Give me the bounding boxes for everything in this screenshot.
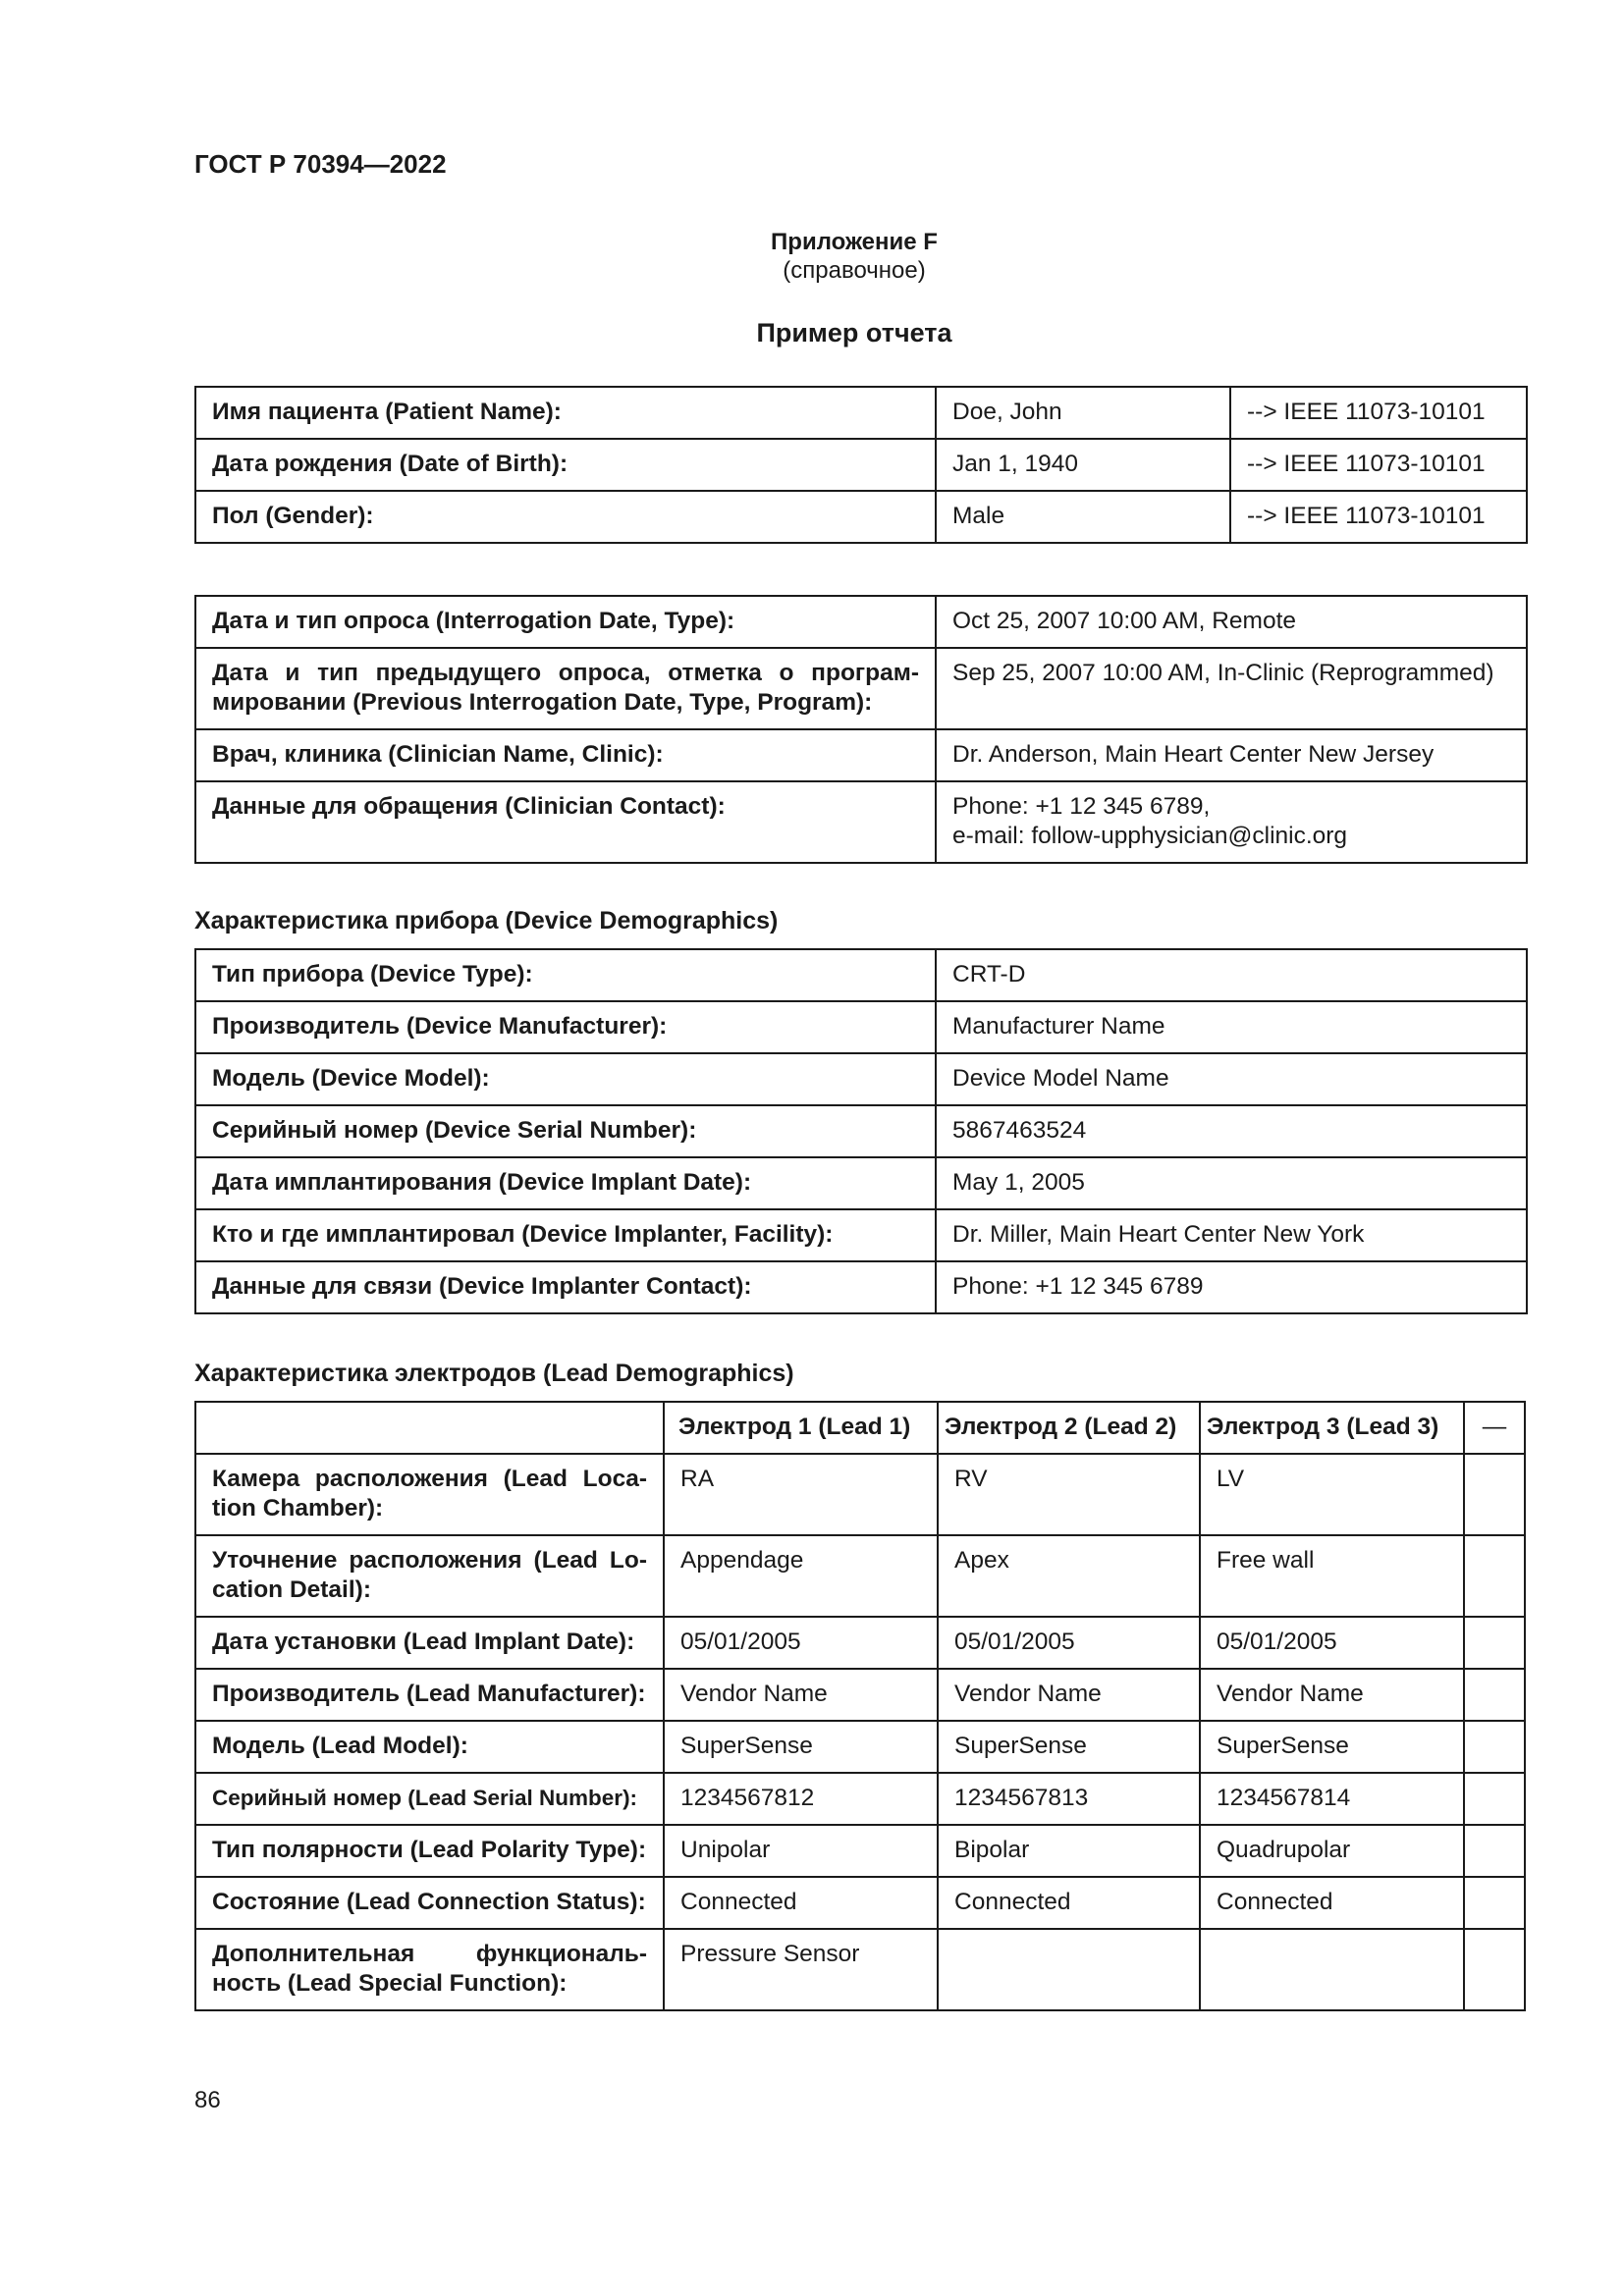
table-row (195, 1053, 1527, 1105)
lead-serial-3: 1234567814 (1200, 1773, 1464, 1825)
lead-implant-date-label: Дата установки (Lead Implant Date): (195, 1617, 664, 1669)
lead-connection-4 (1464, 1877, 1525, 1929)
patient-name-label: Имя пациента (Patient Name): (195, 387, 936, 439)
clinician-label: Врач, клиника (Clinician Name, Clinic): (195, 729, 936, 781)
device-model-value: Device Model Name (936, 1053, 1527, 1105)
table-header-row (195, 1402, 1525, 1454)
lead-connection-2: Connected (938, 1877, 1200, 1929)
device-section-title: Характеристика прибора (Device Demographics) (194, 907, 779, 934)
lead-location-4 (1464, 1535, 1525, 1617)
clinician-value: Dr. Anderson, Main Heart Center New Jersey (936, 729, 1527, 781)
device-manufacturer-label: Производитель (Device Manufacturer): (195, 1001, 936, 1053)
lead-serial-4 (1464, 1773, 1525, 1825)
lead-special-function-4 (1464, 1929, 1525, 2010)
table-row (195, 491, 1527, 543)
table-row (195, 1001, 1527, 1053)
lead-header-1: Электрод 1 (Lead 1) (664, 1402, 938, 1454)
dob-label: Дата рождения (Date of Birth): (195, 439, 936, 491)
lead-chamber-1: RA (664, 1454, 938, 1535)
lead-section-title: Характеристика электродов (Lead Demographics) (194, 1360, 794, 1387)
clinician-contact-label: Данные для обращения (Clinician Contact): (195, 781, 936, 863)
lead-manufacturer-3: Vendor Name (1200, 1669, 1464, 1721)
lead-polarity-4 (1464, 1825, 1525, 1877)
lead-serial-2: 1234567813 (938, 1773, 1200, 1825)
lead-implant-date-1: 05/01/2005 (664, 1617, 938, 1669)
lead-polarity-label: Тип полярности (Lead Polarity Type): (195, 1825, 664, 1877)
table-row (195, 1877, 1525, 1929)
lead-special-function-label: Дополнительная функциональ-ность (Lead Special Function): (195, 1929, 664, 2010)
device-table (194, 948, 1528, 1314)
table-row (195, 1773, 1525, 1825)
lead-model-4 (1464, 1721, 1525, 1773)
lead-special-function-3 (1200, 1929, 1464, 2010)
table-row (195, 1454, 1525, 1535)
device-implant-date-value: May 1, 2005 (936, 1157, 1527, 1209)
document-header: ГОСТ Р 70394—2022 (194, 149, 447, 179)
gender-label: Пол (Gender): (195, 491, 936, 543)
report-title: Пример отчета (756, 318, 952, 347)
lead-implant-date-2: 05/01/2005 (938, 1617, 1200, 1669)
device-serial-label: Серийный номер (Device Serial Number): (195, 1105, 936, 1157)
gender-value: Male (936, 491, 1230, 543)
lead-manufacturer-2: Vendor Name (938, 1669, 1200, 1721)
interrogation-value: Oct 25, 2007 10:00 AM, Remote (936, 596, 1527, 648)
previous-interrogation-value: Sep 25, 2007 10:00 AM, In-Clinic (Reprogrammed) (936, 648, 1527, 729)
table-row (195, 1209, 1527, 1261)
lead-special-function-2 (938, 1929, 1200, 2010)
table-row (195, 1669, 1525, 1721)
page-number: 86 (194, 2087, 221, 2113)
dob-value: Jan 1, 1940 (936, 439, 1230, 491)
table-row (195, 949, 1527, 1001)
lead-implant-date-3: 05/01/2005 (1200, 1617, 1464, 1669)
device-serial-value: 5867463524 (936, 1105, 1527, 1157)
table-row (195, 781, 1527, 863)
lead-table (194, 1401, 1526, 2011)
table-row (195, 1825, 1525, 1877)
lead-connection-3: Connected (1200, 1877, 1464, 1929)
lead-chamber-4 (1464, 1454, 1525, 1535)
table-row (195, 1535, 1525, 1617)
table-row (195, 387, 1527, 439)
lead-location-label: Уточнение расположения (Lead Lo-cation Detail): (195, 1535, 664, 1617)
lead-polarity-3: Quadrupolar (1200, 1825, 1464, 1877)
clinician-contact-value: Phone: +1 12 345 6789, e-mail: follow-upphysician@clinic.org (936, 781, 1527, 863)
interrogation-table (194, 595, 1528, 864)
lead-connection-label: Состояние (Lead Connection Status): (195, 1877, 664, 1929)
device-implanter-contact-value: Phone: +1 12 345 6789 (936, 1261, 1527, 1313)
lead-model-1: SuperSense (664, 1721, 938, 1773)
gender-ref: --> IEEE 11073-10101 (1230, 491, 1527, 543)
lead-header-3: Электрод 3 (Lead 3) (1200, 1402, 1464, 1454)
table-row (195, 1261, 1527, 1313)
patient-table (194, 386, 1528, 544)
lead-chamber-2: RV (938, 1454, 1200, 1535)
lead-header-2: Электрод 2 (Lead 2) (938, 1402, 1200, 1454)
device-model-label: Модель (Device Model): (195, 1053, 936, 1105)
table-row (195, 596, 1527, 648)
appendix-subtitle: (справочное) (783, 257, 926, 284)
lead-serial-label: Серийный номер (Lead Serial Number): (195, 1773, 664, 1825)
lead-location-3: Free wall (1200, 1535, 1464, 1617)
device-implant-date-label: Дата имплантирования (Device Implant Date): (195, 1157, 936, 1209)
appendix-title: Приложение F (771, 229, 938, 255)
table-row (195, 729, 1527, 781)
device-manufacturer-value: Manufacturer Name (936, 1001, 1527, 1053)
lead-implant-date-4 (1464, 1617, 1525, 1669)
device-implanter-contact-label: Данные для связи (Device Implanter Contact): (195, 1261, 936, 1313)
lead-location-2: Apex (938, 1535, 1200, 1617)
lead-chamber-3: LV (1200, 1454, 1464, 1535)
table-row (195, 1721, 1525, 1773)
lead-connection-1: Connected (664, 1877, 938, 1929)
device-type-label: Тип прибора (Device Type): (195, 949, 936, 1001)
device-implanter-value: Dr. Miller, Main Heart Center New York (936, 1209, 1527, 1261)
table-row (195, 439, 1527, 491)
table-row (195, 1105, 1527, 1157)
lead-header-4: — (1464, 1402, 1525, 1454)
lead-header-empty (195, 1402, 664, 1454)
lead-manufacturer-4 (1464, 1669, 1525, 1721)
table-row (195, 1617, 1525, 1669)
dob-ref: --> IEEE 11073-10101 (1230, 439, 1527, 491)
lead-manufacturer-1: Vendor Name (664, 1669, 938, 1721)
table-row (195, 1157, 1527, 1209)
device-type-value: CRT-D (936, 949, 1527, 1001)
patient-name-value: Doe, John (936, 387, 1230, 439)
table-row (195, 648, 1527, 729)
lead-model-label: Модель (Lead Model): (195, 1721, 664, 1773)
device-implanter-label: Кто и где имплантировал (Device Implanter, Facility): (195, 1209, 936, 1261)
lead-model-2: SuperSense (938, 1721, 1200, 1773)
patient-name-ref: --> IEEE 11073-10101 (1230, 387, 1527, 439)
lead-polarity-2: Bipolar (938, 1825, 1200, 1877)
lead-chamber-label: Камера расположения (Lead Loca-tion Chamber): (195, 1454, 664, 1535)
previous-interrogation-label: Дата и тип предыдущего опроса, отметка о програм-мировании (Previous Interrogation Date, Type, Program): (195, 648, 936, 729)
lead-polarity-1: Unipolar (664, 1825, 938, 1877)
lead-manufacturer-label: Производитель (Lead Manufacturer): (195, 1669, 664, 1721)
lead-location-1: Appendage (664, 1535, 938, 1617)
lead-model-3: SuperSense (1200, 1721, 1464, 1773)
lead-special-function-1: Pressure Sensor (664, 1929, 938, 2010)
table-row (195, 1929, 1525, 2010)
lead-serial-1: 1234567812 (664, 1773, 938, 1825)
interrogation-label: Дата и тип опроса (Interrogation Date, Type): (195, 596, 936, 648)
